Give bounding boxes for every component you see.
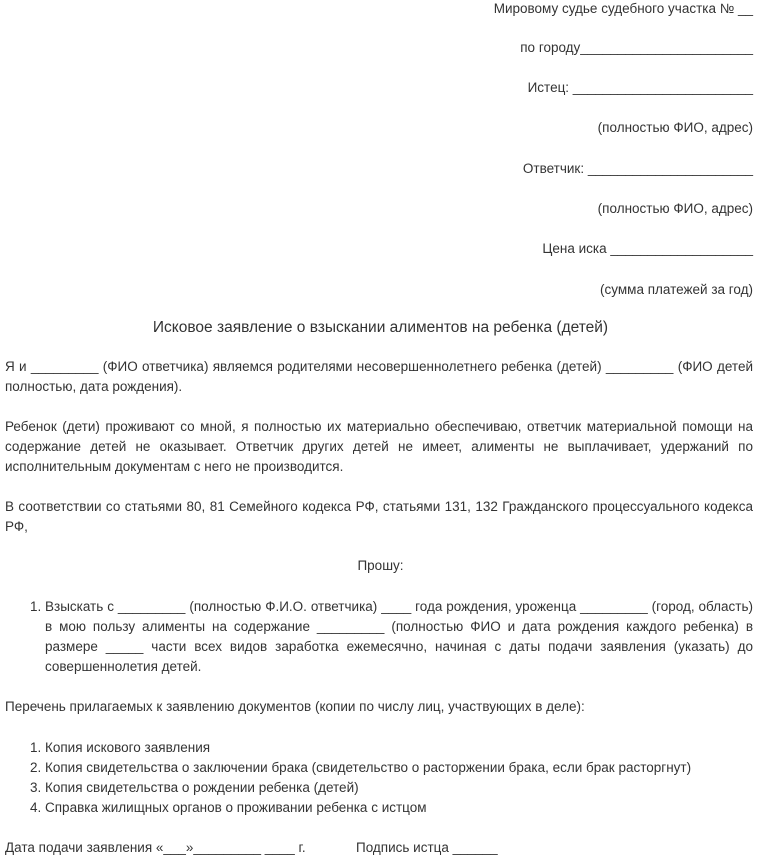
paragraph-children: Ребенок (дети) проживают со мной, я полностью их материально обеспечиваю, ответчик материальной помощи на содержание детей не оказывает. Ответчик других детей не имеет, алименты не выплачивает, удержаний по исполнительным документам с него не производится. <box>5 419 753 474</box>
defendant-hint: (полностью ФИО, адрес) <box>597 201 753 216</box>
city-line: по городу_______________________ <box>520 40 753 55</box>
plaintiff-hint: (полностью ФИО, адрес) <box>597 120 753 135</box>
plaintiff-signature: Подпись истца ______ <box>356 840 498 855</box>
plaintiff-line: Истец: ________________________ <box>527 80 753 95</box>
filing-date: Дата подачи заявления «___»_________ ____ г. <box>5 840 306 855</box>
paragraph-law: В соответствии со статьями 80, 81 Семейного кодекса РФ, статьями 131, 132 Гражданского процессуального кодекса РФ, <box>5 499 753 534</box>
judge-line: Мировому судье судебного участка № __ <box>493 1 753 16</box>
paragraph-parents: Я и _________ (ФИО ответчика) являемся родителями несовершеннолетнего ребенка (детей) _________ (ФИО детей полностью, дата рождения). <box>5 359 753 394</box>
attachment-item: 3. Копия свидетельства о рождении ребенка (детей) <box>45 778 753 798</box>
attachments-list <box>5 738 753 818</box>
defendant-line: Ответчик: ______________________ <box>522 161 753 176</box>
claim-price-line: Цена иска ___________________ <box>542 241 753 256</box>
claim-price-hint: (сумма платежей за год) <box>600 282 753 297</box>
attachments-heading: Перечень прилагаемых к заявлению документов (копии по числу лиц, участвующих в деле): <box>5 699 585 714</box>
attachment-item: 2. Копия свидетельства о заключении брака (свидетельство о расторжении брака, если брак расторгнут) <box>45 758 753 778</box>
attachment-item: 1. Копия искового заявления <box>45 738 753 758</box>
request-heading: Прошу: <box>357 558 404 573</box>
request-item: 1. Взыскать с _________ (полностью Ф.И.О. ответчика) ____ года рождения, уроженца _________ (город, область) в мою пользу алименты на содержание _________ (полностью ФИО и дата рождения каждого ребенка) в размере _____ части всех видов заработка ежемесячно, начиная с даты подачи заявления (указать) до совершеннолетия детей. <box>45 597 753 677</box>
attachment-item: 4. Справка жилищных органов о проживании ребенка с истцом <box>45 798 753 818</box>
document-title: Исковое заявление о взыскании алиментов на ребенка (детей) <box>152 319 609 336</box>
request-list <box>5 597 753 677</box>
